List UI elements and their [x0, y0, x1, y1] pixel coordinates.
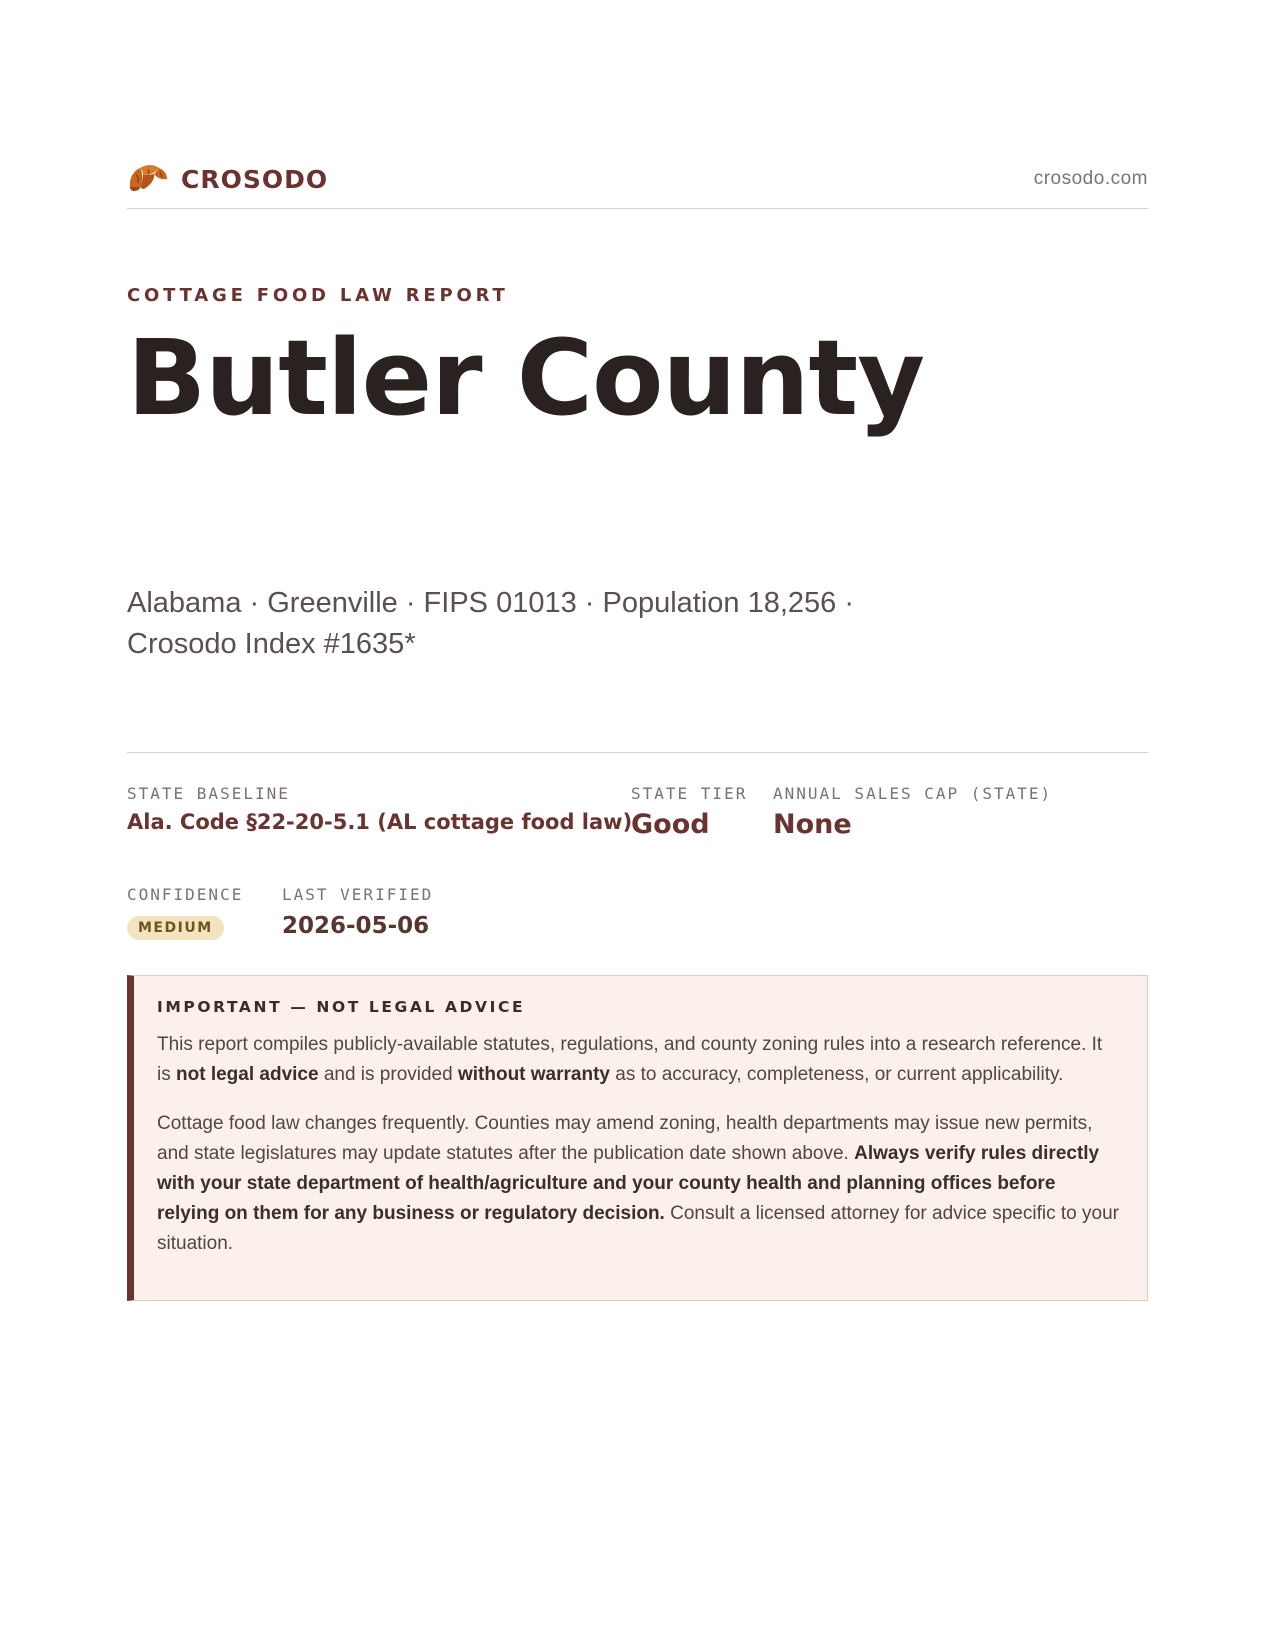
confidence-badge: MEDIUM: [127, 916, 224, 940]
croissant-icon: [127, 161, 169, 197]
notice-text: as to accuracy, completeness, or current applicability.: [609, 1064, 1064, 1086]
brand[interactable]: [127, 161, 328, 197]
report-page: [127, 150, 1148, 1301]
facts-row-primary: [127, 784, 1148, 840]
notice-emphasis: not legal advice: [176, 1064, 319, 1086]
annual-sales-cap-value: None: [773, 809, 852, 841]
notice-text: Consult a licensed attorney for advice specific to your situation.: [157, 1203, 1119, 1255]
notice-text: Cottage food law changes frequently. Counties may amend zoning, health departments may issue new permits, and state legislatures may update statutes after the publication date shown above.: [157, 1113, 1093, 1165]
fact-label: LAST VERIFIED: [282, 885, 434, 905]
notice-title: IMPORTANT — NOT LEGAL ADVICE: [157, 998, 526, 1017]
county-meta-line: Alabama · Greenville · FIPS 01013 · Population 18,256 · Crosodo Index #1635*: [127, 587, 855, 661]
fact-confidence: [127, 885, 282, 940]
facts-row-secondary: [127, 885, 1148, 940]
site-url-link[interactable]: crosodo.com: [1033, 168, 1148, 189]
fact-label: CONFIDENCE: [127, 885, 244, 905]
notice-emphasis: without warranty: [457, 1064, 610, 1086]
brand-name: CROSODO: [181, 164, 329, 194]
fact-annual-sales-cap: [773, 784, 1052, 840]
state-baseline-value: Ala. Code §22-20-5.1 (AL cottage food law): [127, 810, 633, 835]
notice-paragraph: [157, 1030, 1121, 1090]
notice-paragraph: [157, 1109, 1121, 1259]
fact-state-tier: [631, 784, 773, 840]
fact-label: STATE TIER: [631, 784, 748, 804]
fact-label: STATE BASELINE: [127, 784, 290, 804]
fact-last-verified: [282, 885, 433, 940]
state-tier-value: Good: [631, 809, 710, 841]
notice-text: This report compiles publicly-available statutes, regulations, and county zoning rules into a research reference. It is: [157, 1034, 1103, 1086]
fact-state-baseline: [127, 784, 631, 840]
fact-label: ANNUAL SALES CAP (STATE): [773, 784, 1053, 804]
notice-text: and is provided: [318, 1064, 458, 1086]
section-divider: [127, 752, 1148, 753]
legal-notice: [127, 975, 1148, 1301]
last-verified-value: 2026-05-06: [282, 913, 430, 940]
report-eyebrow: COTTAGE FOOD LAW REPORT: [127, 285, 509, 306]
page-title: Butler County: [127, 317, 925, 439]
page-header: [127, 150, 1148, 209]
notice-emphasis: Always verify rules directly with your state department of health/agriculture and your county health and planning offices before relying on them for any business or regulatory decision.: [157, 1143, 1100, 1225]
